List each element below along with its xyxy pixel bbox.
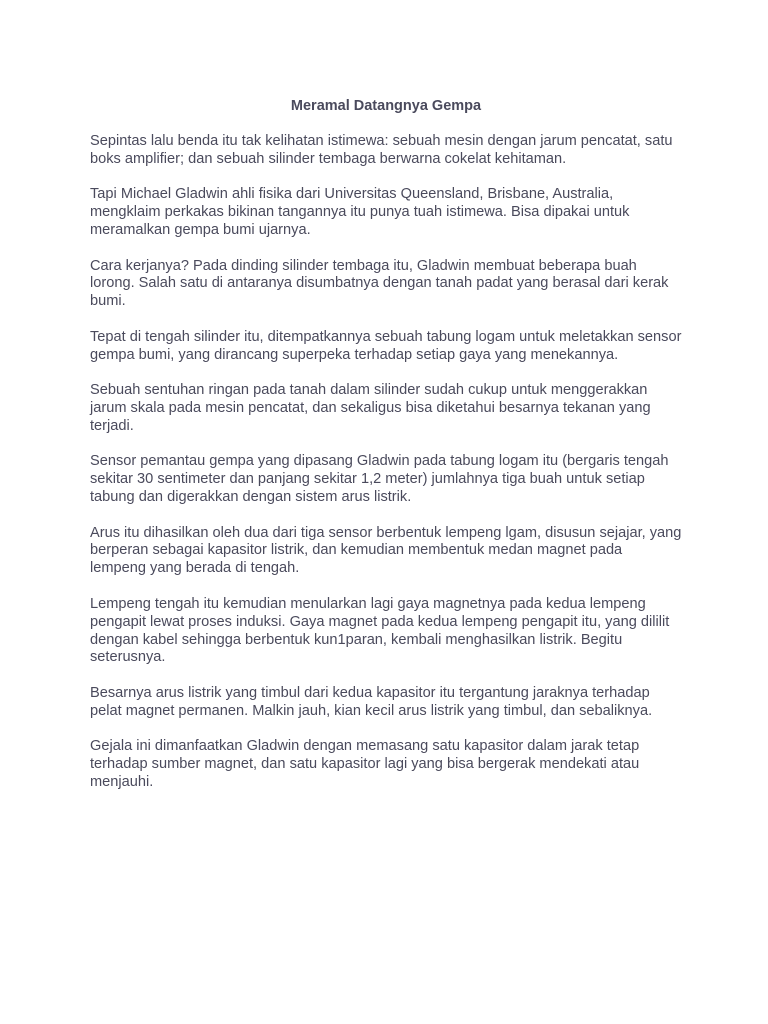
document-body xyxy=(90,97,682,809)
paragraph: Tapi Michael Gladwin ahli fisika dari Universitas Queensland, Brisbane, Australia, mengklaim perkakas bikinan tangannya itu punya tuah istimewa. Bisa dipakai untuk meramalkan gempa bumi ujarnya. xyxy=(90,186,630,239)
paragraph: Besarnya arus listrik yang timbul dari kedua kapasitor itu tergantung jaraknya terhadap pelat magnet permanen. Malkin jauh, kian kecil arus listrik yang timbul, dan sebaliknya. xyxy=(90,684,653,719)
paragraph: Cara kerjanya? Pada dinding silinder tembaga itu, Gladwin membuat beberapa buah lorong. Salah satu di antaranya disumbatnya dengan tanah padat yang berasal dari kerak bumi. xyxy=(90,257,669,310)
document-title: Meramal Datangnya Gempa xyxy=(290,98,482,114)
paragraph: Arus itu dihasilkan oleh dua dari tiga sensor berbentuk lempeng lgam, disusun sejajar, yang berperan sebagai kapasitor listrik, dan kemudian membentuk medan magnet pada lempeng yang berada di tengah. xyxy=(90,524,682,577)
paragraph: Lempeng tengah itu kemudian menularkan lagi gaya magnetnya pada kedua lempeng pengapit lewat proses induksi. Gaya magnet pada kedua lempeng pengapit itu, yang dililit dengan kabel sehingga berbentuk kun1paran, kembali menghasilkan listrik. Begitu seterusnya. xyxy=(90,595,670,666)
paragraph: Sensor pemantau gempa yang dipasang Gladwin pada tabung logam itu (bergaris tengah sekitar 30 sentimeter dan panjang sekitar 1,2 meter) jumlahnya tiga buah untuk setiap tabung dan digerakkan dengan sistem arus listrik. xyxy=(90,453,669,506)
paragraph: Tepat di tengah silinder itu, ditempatkannya sebuah tabung logam untuk meletakkan sensor gempa bumi, yang dirancang superpeka terhadap setiap gaya yang menekannya. xyxy=(90,328,682,363)
paragraph: Sepintas lalu benda itu tak kelihatan istimewa: sebuah mesin dengan jarum pencatat, satu boks amplifier; dan sebuah silinder tembaga berwarna cokelat kehitaman. xyxy=(90,133,673,167)
paragraph: Gejala ini dimanfaatkan Gladwin dengan memasang satu kapasitor dalam jarak tetap terhadap sumber magnet, dan satu kapasitor lagi yang bisa bergerak mendekati atau menjauhi. xyxy=(90,738,640,790)
paragraph: Sebuah sentuhan ringan pada tanah dalam silinder sudah cukup untuk menggerakkan jarum skala pada mesin pencatat, dan sekaligus bisa diketahui besarnya tekanan yang terjadi. xyxy=(90,382,651,434)
